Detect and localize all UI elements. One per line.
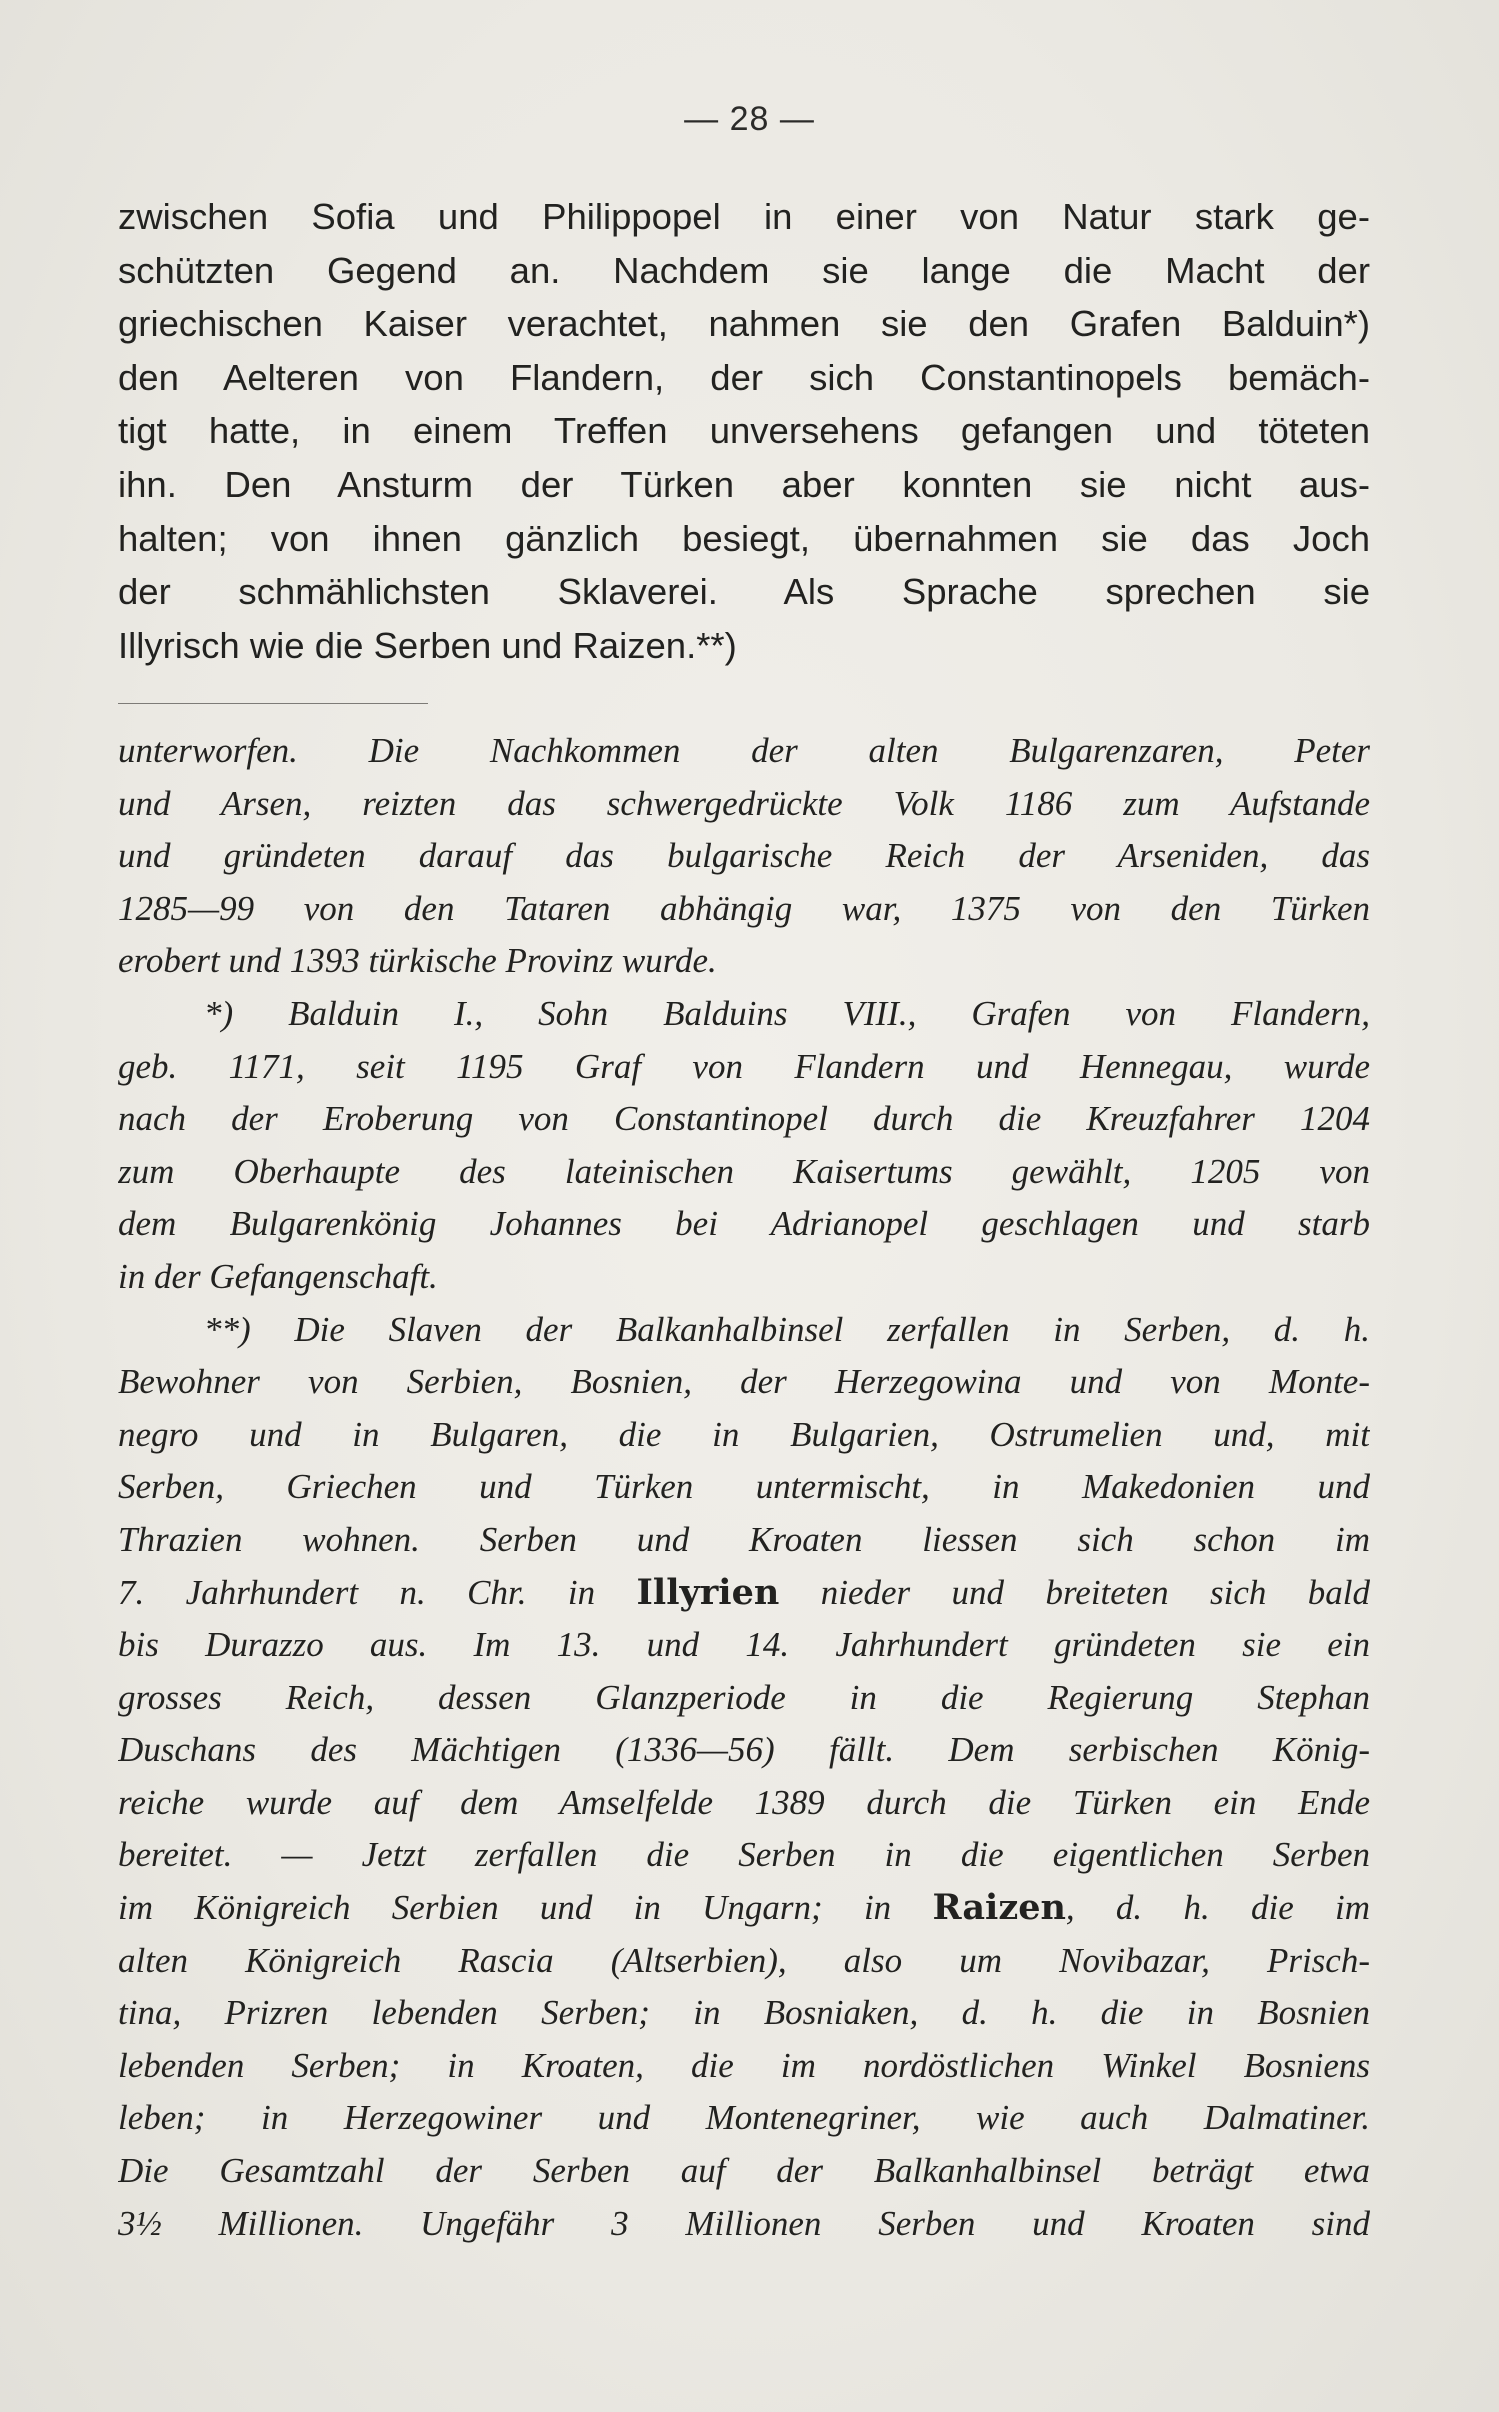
main-text-line: der schmählichsten Sklaverei. Als Sprache sprechen sie (118, 571, 1370, 613)
footnote-2-line: 3½ Millionen. Ungefähr 3 Millionen Serben und Kroaten sind (118, 2203, 1370, 2243)
footnotes-block (118, 725, 1370, 2250)
footnote-2-text: im Königreich Serbien und in Ungarn; in (118, 1888, 933, 1928)
footnote-2-text: nieder und breiteten sich bald (779, 1572, 1370, 1612)
main-text-line: tigt hatte, in einem Treffen unversehens gefangen und töteten (118, 410, 1370, 452)
footnote-2-text: 7. Jahrhundert n. Chr. in (118, 1572, 637, 1612)
footnote-2-line: **) Die Slaven der Balkanhalbinsel zerfallen in Serben, d. h. (204, 1309, 1370, 1349)
footnote-continuation-line: und gründeten darauf das bulgarische Reich der Arseniden, das (118, 836, 1370, 876)
footnote-2-line: Bewohner von Serbien, Bosnien, der Herzegowina und von Monte- (118, 1362, 1370, 1402)
footnote-2-line: tina, Prizren lebenden Serben; in Bosniaken, d. h. die in Bosnien (118, 1993, 1370, 2033)
footnote-2-text: , d. h. die im (1065, 1888, 1370, 1928)
footnote-continuation-line: 1285—99 von den Tataren abhängig war, 1375 von den Türken (118, 888, 1370, 928)
main-text-line: griechischen Kaiser verachtet, nahmen sie den Grafen Balduin*) (118, 303, 1370, 345)
footnote-2-line: Duschans des Mächtigen (1336—56) fällt. Dem serbischen König- (118, 1730, 1370, 1770)
footnote-continuation-line: erobert und 1393 türkische Provinz wurde. (118, 941, 717, 981)
footnote-2-line: Serben, Griechen und Türken untermischt, in Makedonien und (118, 1467, 1370, 1507)
footnote-1-line: geb. 1171, seit 1195 Graf von Flandern und Hennegau, wurde (118, 1046, 1370, 1086)
footnote-1-line: *) Balduin I., Sohn Balduins VIII., Grafen von Flandern, (204, 993, 1370, 1033)
main-text-line: ihn. Den Ansturm der Türken aber konnten sie nicht aus- (118, 463, 1370, 505)
footnote-2-line (118, 1882, 1370, 1935)
main-text-line: halten; von ihnen gänzlich besiegt, übernahmen sie das Joch (118, 517, 1370, 559)
footnote-2-line: negro und in Bulgaren, die in Bulgarien, Ostrumelien und, mit (118, 1414, 1370, 1454)
footnote-2-line: Thrazien wohnen. Serben und Kroaten liessen sich schon im (118, 1519, 1370, 1559)
footnote-2-line: leben; in Herzegowiner und Montenegriner, wie auch Dalmatiner. (118, 2098, 1370, 2138)
main-text-line: schützten Gegend an. Nachdem sie lange die Macht der (118, 249, 1370, 291)
footnote-1-line: in der Gefangenschaft. (118, 1256, 438, 1296)
footnote-continuation-line: und Arsen, reizten das schwergedrückte Volk 1186 zum Aufstande (118, 783, 1370, 823)
footnote-2-line (118, 1567, 1370, 1620)
footnote-2-line: lebenden Serben; in Kroaten, die im nordöstlichen Winkel Bosniens (118, 2045, 1370, 2085)
footnote-divider (118, 703, 428, 704)
raizen-bold-term: Raizen (932, 1887, 1066, 1929)
footnote-2-line: bis Durazzo aus. Im 13. und 14. Jahrhundert gründeten sie ein (118, 1625, 1370, 1665)
footnote-2-line: reiche wurde auf dem Amselfelde 1389 durch die Türken ein Ende (118, 1782, 1370, 1822)
main-text-line: den Aelteren von Flandern, der sich Constantinopels bemäch- (118, 356, 1370, 398)
footnote-continuation-line: unterworfen. Die Nachkommen der alten Bulgarenzaren, Peter (118, 731, 1370, 770)
main-text-block (118, 190, 1370, 672)
main-text-line: Illyrisch wie die Serben und Raizen.**) (118, 624, 737, 666)
footnote-1-line: dem Bulgarenkönig Johannes bei Adrianopel geschlagen und starb (118, 1204, 1370, 1244)
footnote-1-line: nach der Eroberung von Constantinopel durch die Kreuzfahrer 1204 (118, 1099, 1370, 1139)
footnote-1-line: zum Oberhaupte des lateinischen Kaisertums gewählt, 1205 von (118, 1151, 1370, 1191)
footnote-2-line: alten Königreich Rascia (Altserbien), also um Novibazar, Prisch- (118, 1940, 1370, 1980)
illyrien-bold-term: Illyrien (636, 1571, 780, 1613)
page-number: — 28 — (684, 100, 815, 138)
main-text-line: zwischen Sofia und Philippopel in einer von Natur stark ge- (118, 196, 1370, 237)
footnote-2-line: grosses Reich, dessen Glanzperiode in die Regierung Stephan (118, 1677, 1370, 1717)
footnote-2-line: bereitet. — Jetzt zerfallen die Serben in die eigentlichen Serben (118, 1835, 1370, 1875)
footnote-2-line: Die Gesamtzahl der Serben auf der Balkanhalbinsel beträgt etwa (118, 2151, 1370, 2191)
